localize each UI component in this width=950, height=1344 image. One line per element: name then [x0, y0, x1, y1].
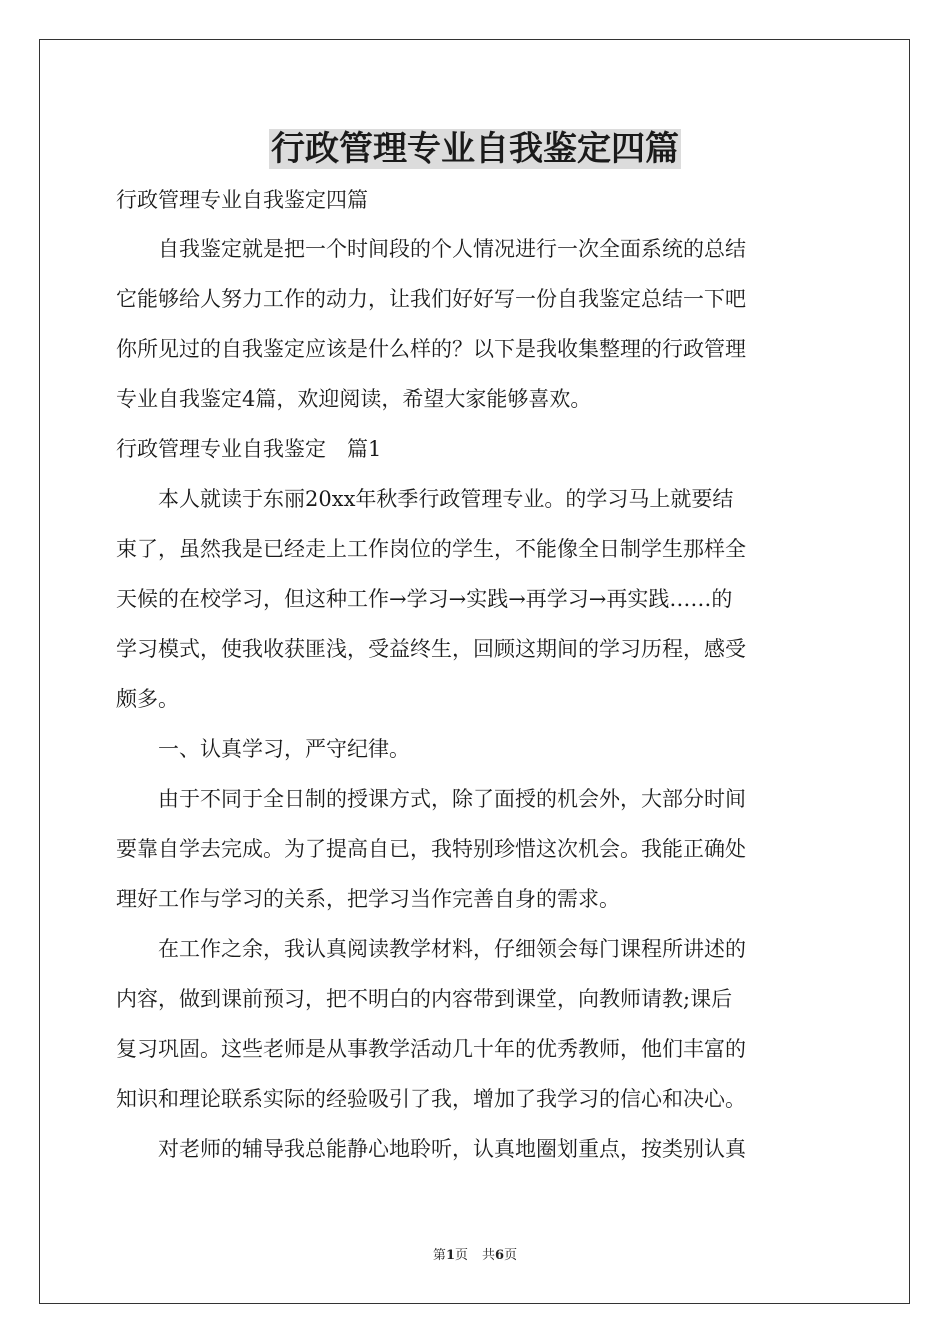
body-line: 对老师的辅导我总能静心地聆听，认真地圈划重点，按类别认真	[116, 1137, 746, 1161]
body-line: 专业自我鉴定4篇，欢迎阅读，希望大家能够喜欢。	[116, 387, 592, 411]
footer-page-prefix: 第	[432, 1248, 446, 1263]
footer-page-number: 1	[445, 1248, 455, 1263]
body-line: 自我鉴定就是把一个时间段的个人情况进行一次全面系统的总结	[116, 237, 746, 261]
footer-total-suffix: 页	[504, 1248, 518, 1263]
body-line: 束了，虽然我是已经走上工作岗位的学生，不能像全日制学生那样全	[116, 537, 746, 561]
body-line: 在工作之余，我认真阅读教学材料，仔细领会每门课程所讲述的	[116, 937, 746, 961]
body-line: 由于不同于全日制的授课方式，除了面授的机会外，大部分时间	[116, 787, 746, 811]
document-title-text: 行政管理专业自我鉴定四篇	[271, 129, 679, 169]
body-line: 内容，做到课前预习，把不明白的内容带到课堂，向教师请教;课后	[116, 987, 733, 1011]
page-border	[39, 39, 910, 1304]
body-line: 本人就读于东丽20xx年秋季行政管理专业。的学习马上就要结	[116, 487, 734, 511]
body-line: 复习巩固。这些老师是从事教学活动几十年的优秀教师，他们丰富的	[116, 1037, 746, 1061]
body-line: 它能够给人努力工作的动力，让我们好好写一份自我鉴定总结一下吧	[116, 287, 746, 311]
body-line: 天候的在校学习，但这种工作→学习→实践→再学习→再实践……的	[116, 587, 733, 611]
body-line: 你所见过的自我鉴定应该是什么样的？以下是我收集整理的行政管理	[116, 337, 746, 361]
body-line: 一、认真学习，严守纪律。	[116, 737, 410, 761]
footer-total-prefix: 共	[482, 1248, 496, 1263]
footer-total-pages: 6	[495, 1248, 505, 1263]
body-line: 要靠自学去完成。为了提高自已，我特别珍惜这次机会。我能正确处	[116, 837, 746, 861]
section-heading: 行政管理专业自我鉴定 篇1	[116, 437, 382, 461]
body-line: 理好工作与学习的关系，把学习当作完善自身的需求。	[116, 887, 620, 911]
body-line: 知识和理论联系实际的经验吸引了我，增加了我学习的信心和决心。	[116, 1087, 746, 1111]
body-line: 学习模式，使我收获匪浅，受益终生，回顾这期间的学习历程，感受	[116, 637, 746, 661]
document-title	[0, 124, 950, 174]
body-line: 颇多。	[116, 687, 179, 711]
page-footer	[0, 1247, 950, 1265]
footer-page-suffix: 页	[454, 1248, 468, 1263]
subtitle-line: 行政管理专业自我鉴定四篇	[116, 188, 368, 212]
